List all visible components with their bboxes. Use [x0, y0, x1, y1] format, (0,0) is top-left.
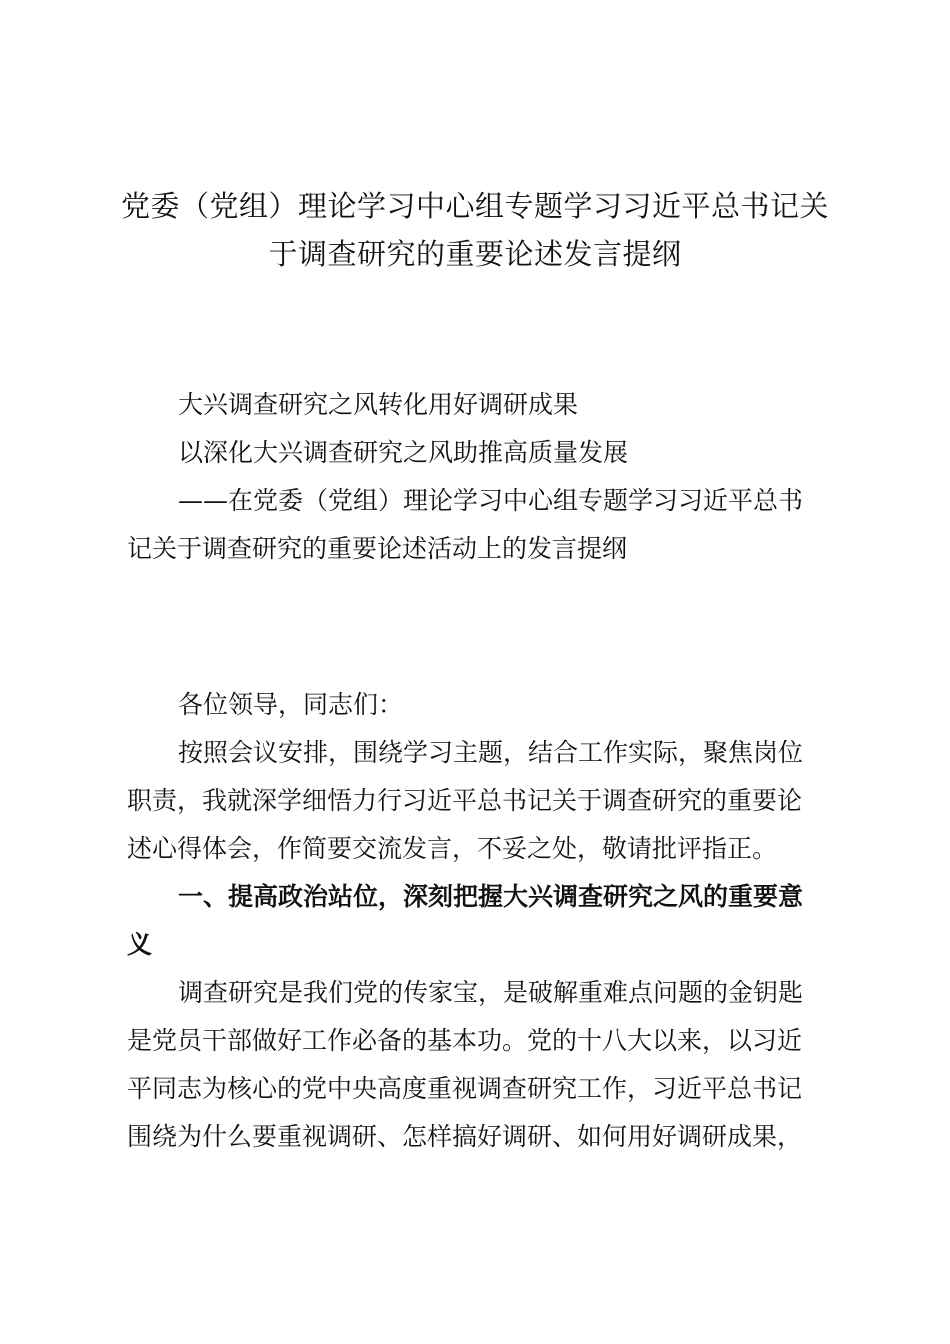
document-title — [110, 182, 840, 278]
section-1-heading-line-2: 义 — [127, 930, 153, 959]
intro-line-2: 职责，我就深学细悟力行习近平总书记关于调查研究的重要论 — [127, 786, 803, 815]
subtitle-line-3a: ——在党委（党组）理论学习中心组专题学习习近平总书 — [178, 486, 804, 515]
title-line-1: 党委（党组）理论学习中心组专题学习习近平总书记关 — [120, 189, 829, 223]
intro-line-1: 按照会议安排，围绕学习主题，结合工作实际，聚焦岗位 — [178, 738, 804, 767]
subtitle-line-1: 大兴调查研究之风转化用好调研成果 — [178, 390, 579, 419]
section-1-para-line-2: 是党员干部做好工作必备的基本功。党的十八大以来，以习近 — [127, 1026, 803, 1055]
salutation: 各位领导，同志们： — [178, 690, 404, 719]
intro-line-3: 述心得体会，作简要交流发言，不妥之处，敬请批评指正。 — [127, 834, 778, 863]
subtitle-line-2: 以深化大兴调查研究之风助推高质量发展 — [178, 438, 629, 467]
section-1-heading-line-1: 一、提高政治站位，深刻把握大兴调查研究之风的重要意 — [178, 882, 804, 911]
body-block — [127, 681, 832, 1161]
section-1-para-line-1: 调查研究是我们党的传家宝，是破解重难点问题的金钥匙 — [178, 978, 804, 1007]
section-1-para-line-4: 围绕为什么要重视调研、怎样搞好调研、如何用好调研成果， — [127, 1122, 803, 1151]
subtitle-block — [127, 381, 832, 573]
title-line-2: 于调查研究的重要论述发言提纲 — [268, 237, 682, 271]
subtitle-line-3b: 记关于调查研究的重要论述活动上的发言提纲 — [127, 534, 628, 563]
section-1-para-line-3: 平同志为核心的党中央高度重视调查研究工作，习近平总书记 — [127, 1074, 803, 1103]
